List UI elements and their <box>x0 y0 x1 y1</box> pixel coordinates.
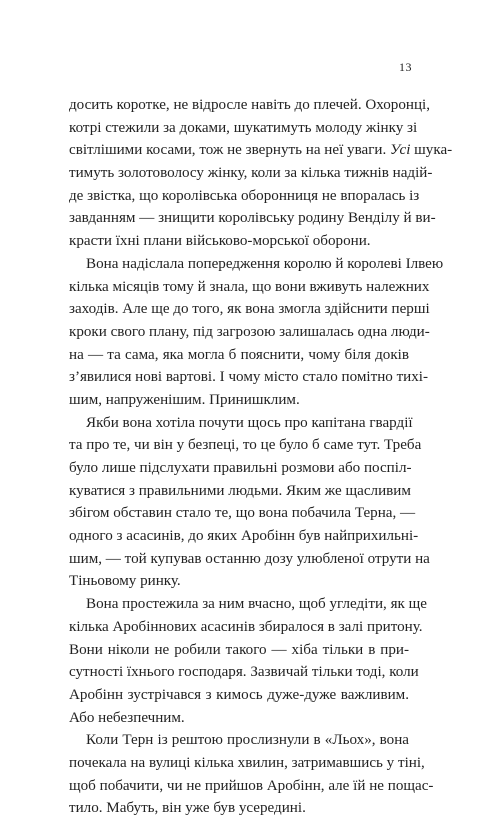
text-line: шим, — той купував останню дозу улюбленої отрути на <box>69 550 430 567</box>
text-line: кроки свого плану, під загрозою залишалась одна люди- <box>69 323 430 340</box>
text-line: щоб побачити, чи не прийшов Аробінн, але їй не пощас- <box>69 777 434 794</box>
text-line: світлішими косами, тож не звернуть на неї уваги. Усі шука- <box>69 142 453 159</box>
text-line: на — та сама, яка могла б пояснити, чому біля доків <box>69 346 409 363</box>
text-line: куватися з правильними людьми. Яким же щасливим <box>69 482 411 499</box>
text-line: Коли Терн із рештою прослизнули в «Льох», вона <box>86 732 409 749</box>
page-number: 13 <box>399 60 412 74</box>
text-line: почекала на вулиці кілька хвилин, затримавшись у тіні, <box>69 754 425 771</box>
text-line: Вона простежила за ним вчасно, щоб угледіти, як ще <box>86 596 427 613</box>
text-line: сутності їхнього господаря. Зазвичай тільки тоді, коли <box>69 664 419 681</box>
text-line: де звістка, що королівська оборонниця не впоралась із <box>69 187 420 204</box>
text-line: з’явилися нові вартові. І чому місто стало помітно тихі- <box>69 369 429 386</box>
text-line: котрі стежили за доками, шукатимуть молоду жінку зі <box>69 119 418 136</box>
text-line: тило. Мабуть, він уже був усередині. <box>69 800 306 817</box>
text-line: досить коротке, не відросле навіть до плечей. Охоронці, <box>69 97 430 113</box>
body-text <box>69 94 453 820</box>
text-line: красти їхні плани військово-морської оборони. <box>69 233 371 250</box>
text-line: Вони ніколи не робили такого — хіба тільки в при- <box>69 641 409 658</box>
emphasis: Усі <box>390 142 411 159</box>
text-line: Вона надіслала попередження королю й королеві Ілвею <box>86 255 444 272</box>
text-line: було лише підслухати правильні розмови або поспіл- <box>69 460 412 476</box>
text-line: тимуть золотоволосу жінку, коли за кілька тижнів надій- <box>69 165 433 182</box>
text-line: заходів. Але ще до того, як вона змогла здійснити перші <box>69 301 430 318</box>
text-line: Аробінн зустрічався з кимось дуже-дуже важливим. <box>69 686 409 703</box>
text-line: та про те, чи він у безпеці, то це було б саме тут. Треба <box>69 437 422 454</box>
text-line: Якби вона хотіла почути щось про капітана гвардії <box>86 414 413 431</box>
text-line: кілька місяців тому й знала, що вони вживуть належних <box>69 278 430 295</box>
text-line: кілька Аробіннових асасинів збиралося в залі притону. <box>69 618 423 635</box>
text-line: завданням — знищити королівську родину Венділу й ви- <box>69 210 436 227</box>
text-line: шим, напруженішим. Принишклим. <box>69 391 300 408</box>
text-line: одного з асасинів, до яких Аробінн був найприхильні- <box>69 528 419 545</box>
text-line: Або небезпечним. <box>69 709 185 726</box>
text-line: Тіньовому ринку. <box>69 573 181 590</box>
text-line: збігом обставин стало те, що вона побачила Терна, — <box>69 505 416 522</box>
